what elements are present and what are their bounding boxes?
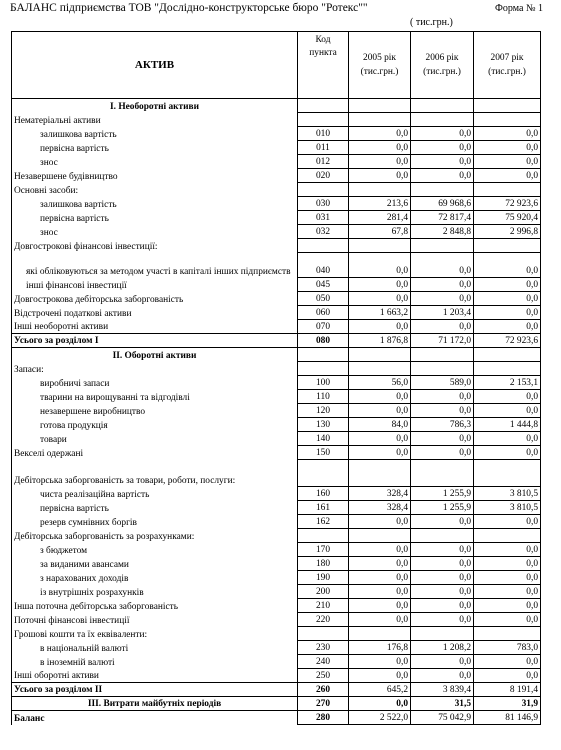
row-label: залишкова вартість [12, 127, 298, 141]
value-2006: 0,0 [411, 141, 474, 155]
table-row [12, 529, 541, 543]
value-2005: 0,0 [349, 155, 411, 169]
row-label: Дебіторська заборгованість за розрахунками: [12, 529, 298, 543]
value-2006: 0,0 [411, 655, 474, 669]
value-2005: 0,0 [349, 571, 411, 585]
row-label: в іноземній валюті [12, 655, 298, 669]
value-2006: 3 839,4 [411, 683, 474, 697]
year-2007-unit: (тис.грн.) [488, 67, 526, 77]
value-2005 [349, 113, 411, 127]
value-2007 [474, 529, 541, 543]
table-row [12, 211, 541, 225]
row-label: знос [12, 155, 298, 169]
value-2006: 0,0 [411, 155, 474, 169]
value-2007 [474, 460, 541, 487]
value-2005: 1 876,8 [349, 334, 411, 348]
value-2007 [474, 99, 541, 113]
value-2006 [411, 627, 474, 641]
value-2006: 0,0 [411, 292, 474, 306]
value-2006: 1 208,2 [411, 641, 474, 655]
value-2006: 0,0 [411, 390, 474, 404]
row-label: за виданими авансами [12, 557, 298, 571]
table-row [12, 460, 541, 487]
row-label: Відстрочені податкові активи [12, 306, 298, 320]
row-code: 045 [298, 278, 349, 292]
table-row [12, 501, 541, 515]
value-2006: 0,0 [411, 127, 474, 141]
row-code: 060 [298, 306, 349, 320]
value-2005 [349, 627, 411, 641]
row-code: 080 [298, 334, 349, 348]
value-2006 [411, 239, 474, 253]
column-header-code [298, 32, 349, 99]
row-label: знос [12, 225, 298, 239]
column-header-aktiv: АКТИВ [12, 32, 298, 99]
row-label: резерв сумнівних боргів [12, 515, 298, 529]
value-2006: 0,0 [411, 404, 474, 418]
value-2005 [349, 348, 411, 362]
value-2005: 0,0 [349, 697, 411, 711]
document-title: БАЛАНС підприємства ТОВ "Дослідно-конструкторське бюро "Ротекс"" [10, 2, 368, 14]
table-row [12, 113, 541, 127]
value-2006: 0,0 [411, 278, 474, 292]
value-2005: 0,0 [349, 543, 411, 557]
value-2006: 2 848,8 [411, 225, 474, 239]
row-code [298, 362, 349, 376]
value-2005: 0,0 [349, 404, 411, 418]
value-2006: 31,5 [411, 697, 474, 711]
value-2007: 0,0 [474, 432, 541, 446]
value-2007: 0,0 [474, 169, 541, 183]
value-2005: 0,0 [349, 599, 411, 613]
value-2007: 0,0 [474, 446, 541, 460]
value-2007: 0,0 [474, 141, 541, 155]
value-2005: 328,4 [349, 487, 411, 501]
value-2006: 71 172,0 [411, 334, 474, 348]
year-2005-unit: (тис.грн.) [360, 67, 399, 77]
code-header-line2: пункта [309, 48, 337, 58]
row-code: 031 [298, 211, 349, 225]
table-row [12, 278, 541, 292]
row-code: 032 [298, 225, 349, 239]
row-code: 210 [298, 599, 349, 613]
value-2007: 8 191,4 [474, 683, 541, 697]
value-2007: 783,0 [474, 641, 541, 655]
value-2005: 0,0 [349, 141, 411, 155]
row-code: 160 [298, 487, 349, 501]
year-2006-label: 2006 рік [425, 53, 459, 63]
table-row [12, 306, 541, 320]
row-code: 190 [298, 571, 349, 585]
year-2007-label: 2007 рік [490, 53, 524, 63]
row-code: 240 [298, 655, 349, 669]
row-code: 120 [298, 404, 349, 418]
value-2006: 0,0 [411, 571, 474, 585]
value-2005: 0,0 [349, 127, 411, 141]
section-row [12, 697, 541, 711]
table-row [12, 320, 541, 334]
row-code: 230 [298, 641, 349, 655]
row-label: Поточні фінансові інвестиції [12, 613, 298, 627]
table-row [12, 155, 541, 169]
table-row [12, 669, 541, 683]
value-2007: 0,0 [474, 127, 541, 141]
value-2006: 0,0 [411, 585, 474, 599]
table-row [12, 253, 541, 278]
row-label: Дебіторська заборгованість за товари, роботи, послуги: [12, 460, 298, 487]
row-code: 050 [298, 292, 349, 306]
row-label: Баланс [12, 711, 298, 725]
value-2007 [474, 348, 541, 362]
row-code: 110 [298, 390, 349, 404]
row-label: Векселі одержані [12, 446, 298, 460]
column-header-2006 [411, 32, 474, 99]
value-2005: 0,0 [349, 613, 411, 627]
row-label: з бюджетом [12, 543, 298, 557]
value-2007: 0,0 [474, 557, 541, 571]
table-row [12, 557, 541, 571]
value-2006: 0,0 [411, 613, 474, 627]
value-2007: 0,0 [474, 613, 541, 627]
value-2005: 2 522,0 [349, 711, 411, 725]
row-label: Усього за розділом ІІ [12, 683, 298, 697]
value-2007: 0,0 [474, 404, 541, 418]
table-row [12, 571, 541, 585]
value-2006: 786,3 [411, 418, 474, 432]
row-label: залишкова вартість [12, 197, 298, 211]
value-2007: 0,0 [474, 292, 541, 306]
total-row [12, 711, 541, 725]
value-2006: 589,0 [411, 376, 474, 390]
row-code: 070 [298, 320, 349, 334]
row-label: Запаси: [12, 362, 298, 376]
value-2007: 1 444,8 [474, 418, 541, 432]
value-2005: 645,2 [349, 683, 411, 697]
row-label: які обліковуються за методом участі в капіталі інших підприємств [12, 253, 298, 278]
value-2006 [411, 362, 474, 376]
row-label: Нематеріальні активи [12, 113, 298, 127]
balance-table [11, 31, 541, 725]
row-code: 011 [298, 141, 349, 155]
value-2007: 72 923,6 [474, 334, 541, 348]
table-row [12, 599, 541, 613]
table-row [12, 404, 541, 418]
row-label: ІІІ. Витрати майбутніх періодів [12, 697, 298, 711]
row-code [298, 239, 349, 253]
value-2006: 0,0 [411, 446, 474, 460]
value-2005: 84,0 [349, 418, 411, 432]
value-2005: 0,0 [349, 278, 411, 292]
value-2005: 0,0 [349, 253, 411, 278]
table-row [12, 197, 541, 211]
column-header-2007 [474, 32, 541, 99]
row-label: І. Необоротні активи [12, 99, 298, 113]
row-label: Основні засоби: [12, 183, 298, 197]
row-label: Інші необоротні активи [12, 320, 298, 334]
row-code: 020 [298, 169, 349, 183]
section-row [12, 99, 541, 113]
value-2007: 0,0 [474, 320, 541, 334]
value-2007 [474, 627, 541, 641]
value-2006: 0,0 [411, 320, 474, 334]
table-row [12, 292, 541, 306]
table-body [12, 99, 541, 725]
row-label: Інша поточна дебіторська заборгованість [12, 599, 298, 613]
value-2005: 0,0 [349, 432, 411, 446]
row-code: 200 [298, 585, 349, 599]
row-code: 170 [298, 543, 349, 557]
row-code: 270 [298, 697, 349, 711]
row-code: 150 [298, 446, 349, 460]
value-2007: 72 923,6 [474, 197, 541, 211]
column-header-2005 [349, 32, 411, 99]
row-label: первісна вартість [12, 141, 298, 155]
table-row [12, 362, 541, 376]
value-2006: 1 203,4 [411, 306, 474, 320]
value-2006: 75 042,9 [411, 711, 474, 725]
value-2006: 1 255,9 [411, 501, 474, 515]
value-2005 [349, 362, 411, 376]
form-number: Форма № 1 [495, 3, 543, 14]
table-row [12, 655, 541, 669]
row-label: товари [12, 432, 298, 446]
row-code [298, 529, 349, 543]
table-row [12, 418, 541, 432]
value-2007 [474, 239, 541, 253]
row-code [298, 113, 349, 127]
value-2005 [349, 529, 411, 543]
value-2005: 1 663,2 [349, 306, 411, 320]
value-2006: 0,0 [411, 557, 474, 571]
table-row [12, 487, 541, 501]
table-row [12, 432, 541, 446]
value-2005: 0,0 [349, 585, 411, 599]
year-2005-label: 2005 рік [363, 53, 396, 63]
value-2006: 0,0 [411, 543, 474, 557]
value-2007: 2 153,1 [474, 376, 541, 390]
year-2006-unit: (тис.грн.) [423, 67, 461, 77]
table-row [12, 613, 541, 627]
value-2007: 0,0 [474, 669, 541, 683]
value-2005: 0,0 [349, 655, 411, 669]
value-2007: 0,0 [474, 571, 541, 585]
row-code: 180 [298, 557, 349, 571]
row-label: Довгострокові фінансові інвестиції: [12, 239, 298, 253]
row-label: ІІ. Оборотні активи [12, 348, 298, 362]
row-label: незавершене виробництво [12, 404, 298, 418]
value-2007: 31,9 [474, 697, 541, 711]
value-2005: 176,8 [349, 641, 411, 655]
value-2007: 3 810,5 [474, 487, 541, 501]
value-2005: 0,0 [349, 292, 411, 306]
value-2007: 81 146,9 [474, 711, 541, 725]
value-2006: 1 255,9 [411, 487, 474, 501]
value-2006 [411, 529, 474, 543]
document-header [10, 2, 555, 16]
value-2005: 67,8 [349, 225, 411, 239]
row-label: первісна вартість [12, 501, 298, 515]
table-row [12, 141, 541, 155]
value-2007: 0,0 [474, 655, 541, 669]
value-2005 [349, 99, 411, 113]
row-label: чиста реалізаційна вартість [12, 487, 298, 501]
value-2006: 0,0 [411, 253, 474, 278]
value-2006: 0,0 [411, 432, 474, 446]
value-2005: 0,0 [349, 169, 411, 183]
table-row [12, 225, 541, 239]
value-2007: 0,0 [474, 278, 541, 292]
table-row [12, 127, 541, 141]
value-2005 [349, 239, 411, 253]
value-2007: 3 810,5 [474, 501, 541, 515]
value-2006 [411, 113, 474, 127]
value-2006 [411, 460, 474, 487]
value-2005: 0,0 [349, 669, 411, 683]
row-label: Усього за розділом І [12, 334, 298, 348]
table-row [12, 585, 541, 599]
value-2007: 0,0 [474, 585, 541, 599]
row-label: із внутрішніх розрахунків [12, 585, 298, 599]
table-row [12, 376, 541, 390]
value-2007: 0,0 [474, 390, 541, 404]
row-code [298, 627, 349, 641]
value-2007: 0,0 [474, 306, 541, 320]
row-code: 220 [298, 613, 349, 627]
row-code: 250 [298, 669, 349, 683]
table-row [12, 239, 541, 253]
row-code: 012 [298, 155, 349, 169]
row-code [298, 348, 349, 362]
value-2007: 0,0 [474, 543, 541, 557]
value-2007 [474, 362, 541, 376]
row-label: тварини на вирощуванні та відгодівлі [12, 390, 298, 404]
row-label: з нарахованих доходів [12, 571, 298, 585]
row-code: 162 [298, 515, 349, 529]
row-code: 100 [298, 376, 349, 390]
row-code: 161 [298, 501, 349, 515]
value-2006: 0,0 [411, 669, 474, 683]
row-label: готова продукція [12, 418, 298, 432]
table-row [12, 543, 541, 557]
table-row [12, 641, 541, 655]
table-row [12, 446, 541, 460]
row-code: 030 [298, 197, 349, 211]
section-row [12, 348, 541, 362]
value-2007 [474, 113, 541, 127]
value-2007: 2 996,8 [474, 225, 541, 239]
value-2006 [411, 183, 474, 197]
value-2005: 0,0 [349, 390, 411, 404]
value-2006 [411, 99, 474, 113]
row-label: інші фінансові інвестиції [12, 278, 298, 292]
value-2005: 56,0 [349, 376, 411, 390]
row-label: Незавершене будівництво [12, 169, 298, 183]
value-2006: 72 817,4 [411, 211, 474, 225]
code-header-line1: Код [315, 35, 331, 45]
value-2005: 328,4 [349, 501, 411, 515]
value-2007 [474, 183, 541, 197]
total-row [12, 683, 541, 697]
value-2006: 69 968,6 [411, 197, 474, 211]
row-label: в національній валюті [12, 641, 298, 655]
value-2005: 0,0 [349, 320, 411, 334]
table-header-row [12, 32, 541, 99]
row-label: Довгострокова дебіторська заборгованість [12, 292, 298, 306]
row-code: 260 [298, 683, 349, 697]
unit-label: ( тис.грн.) [410, 17, 453, 28]
total-row [12, 334, 541, 348]
row-code [298, 183, 349, 197]
row-label: виробничі запаси [12, 376, 298, 390]
table-row [12, 390, 541, 404]
row-code: 140 [298, 432, 349, 446]
row-label: Інші оборотні активи [12, 669, 298, 683]
value-2007: 75 920,4 [474, 211, 541, 225]
row-code: 010 [298, 127, 349, 141]
row-label: Грошові кошти та їх еквіваленти: [12, 627, 298, 641]
value-2005: 0,0 [349, 446, 411, 460]
value-2005: 0,0 [349, 557, 411, 571]
value-2005 [349, 460, 411, 487]
value-2005: 213,6 [349, 197, 411, 211]
value-2007: 0,0 [474, 515, 541, 529]
value-2006: 0,0 [411, 515, 474, 529]
value-2007: 0,0 [474, 155, 541, 169]
value-2005: 0,0 [349, 515, 411, 529]
value-2006: 0,0 [411, 169, 474, 183]
value-2006 [411, 348, 474, 362]
table-row [12, 515, 541, 529]
row-code: 280 [298, 711, 349, 725]
row-code: 130 [298, 418, 349, 432]
value-2007: 0,0 [474, 253, 541, 278]
value-2007: 0,0 [474, 599, 541, 613]
table-row [12, 183, 541, 197]
value-2006: 0,0 [411, 599, 474, 613]
value-2005 [349, 183, 411, 197]
row-code: 040 [298, 253, 349, 278]
row-code [298, 99, 349, 113]
table-row [12, 169, 541, 183]
row-code [298, 460, 349, 487]
value-2005: 281,4 [349, 211, 411, 225]
table-row [12, 627, 541, 641]
row-label: первісна вартість [12, 211, 298, 225]
